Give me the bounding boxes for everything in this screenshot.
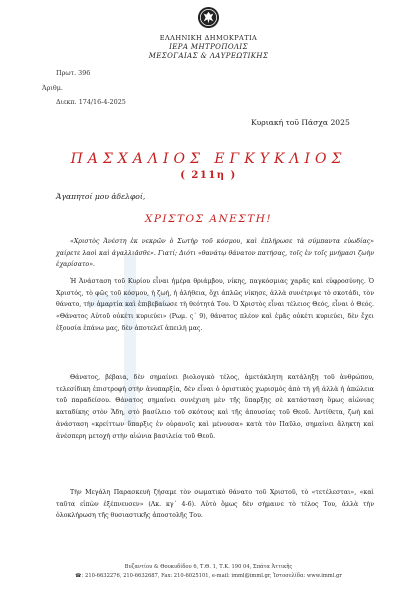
- footer-contact: ☎: 210-6632276, 210-6632687, Fax: 210-6025101, e-mail: imml@imml.gr, Ἱστοσελίδα: www.imml.gr: [75, 573, 342, 579]
- protocol-number: Πρωτ. 396: [56, 69, 91, 77]
- number-label: Άριθμ.: [42, 84, 63, 92]
- paragraph-death: Θάνατος, βέβαια, δὲν σημαίνει βιολογικὸ τέλος, ἀμετάκλητη κατάληξη τοῦ ἀνθρώπου, τελεσίδικη ἐπιστροφὴ στὴν ἀνυπαρξία, δὲν εἶναι ὁ ὁριστικὸς χωρισμὸς ἀπὸ τὴ γῆ ἀλλὰ ἡ ἀπώλεια τοῦ παραδείσου. Θάνατος σημαίνει συνέχιση μὲν τῆς ὕπαρξης σὲ κατάσταση ὅμως αἰώνιας καταδίκης στὸν Ἅδη, στὸ βασίλειο τοῦ σκότους καὶ τῆς ἀπουσίας τοῦ Θεοῦ. Ἀντίθετα, ζωὴ καὶ ἀνάσταση «κρείττων ὕπαρξις ἐν οὐρανοῖς καὶ μένουσα» κατὰ τὸν Παῦλο, σημαίνει ἄληκτη καὶ ἀνέσπερη μετοχὴ στὴν αἰώνια βασιλεία τοῦ Θεοῦ.: [56, 374, 374, 440]
- header-line-metropolis: ΙΕΡΑ ΜΗΤΡΟΠΟΛΙΣ: [169, 43, 248, 51]
- footer-address: Βυζαντίου & Θουκυδίδου 6, Τ.Θ. 1, Τ.Κ. 190 04, Σπάτα Ἀττικῆς: [124, 564, 293, 570]
- document-date: Κυριακή τοῦ Πάσχα 2025: [251, 118, 350, 127]
- church-crest-icon: [197, 6, 220, 29]
- section-heading: ΧΡΙΣΤΟΣ ΑΝΕΣΤΗ!: [144, 213, 273, 225]
- paragraph-resurrection: Ἡ Ἀνάσταση τοῦ Κυρίου εἶναι ἡμέρα θριάμβου, νίκης, παγκόσμιας χαρᾶς καὶ εὐφροσύνης. Ὁ Χριστός, τὸ φῶς τοῦ κόσμου, ἡ ζωή, ἡ ἀλήθεια, ὄχι ἁπλῶς νίκησε, ἀλλὰ συνέτριψε τὸ σκοτάδι, τὸν θάνατο, τὴν ἁμαρτία καὶ ἐπιβεβαίωσε τὴ θεότητά Του. Ὁ Χριστὸς εἶναι τέλειος Θεός, εἶναι ὁ Θεός. «Θάνατος Αὐτοῦ οὐκέτι κυριεύει» (Ρωμ. ς΄ 9), θάνατος πλέον καὶ ἐμᾶς οὐκέτι κυριεύει, δὲν ἔχει ἐξουσία ἐπάνω μας, δὲν ἀποτελεῖ ἀπειλή μας.: [56, 278, 374, 332]
- page-title: ΠΑΣΧΑΛΙΟΣ ΕΓΚΥΚΛΙΟΣ: [70, 151, 347, 167]
- paragraph-good-friday: Τὴν Μεγάλη Παρασκευὴ ζήσαμε τὸν σωματικὸ θάνατο τοῦ Χριστοῦ, τὸ «τετέλεσται», «καὶ ταῦτα εἰπὼν ἐξέπνευσεν» (Λκ. κγ΄ 4-6). Αὐτὸ ὅμως δὲν σήμαινε τὸ τέλος Του, ἀλλὰ τὴν ὁλοκλήρωση τῆς θυσιαστικῆς ἀποστολῆς Του.: [56, 489, 374, 520]
- greeting: Ἀγαπητοί μου ἀδελφοί,: [56, 192, 146, 201]
- paragraph-hymn: «Χριστὸς Ἀνέστη ἐκ νεκρῶν ὁ Σωτὴρ τοῦ κόσμου, καὶ ἐπλήρωσε τὰ σύμπαντα εὐωδίας» χαίρετε λαοὶ καὶ ἀγαλλιᾶσθε». Γιατί; Διότι «θανάτῳ θάνατον πατήσας, τοῖς ἐν τοῖς μνήμασι ζωὴν ἐχαρίσατο».: [56, 238, 374, 269]
- dispatch-number: Διεκπ. 174/16-4-2025: [56, 98, 126, 106]
- header-line-diocese: ΜΕΣΟΓΑΙΑΣ & ΛΑΥΡΕΩΤΙΚΗΣ: [148, 52, 269, 60]
- header-line-republic: ΕΛΛΗΝΙΚΗ ΔΗΜΟΚΡΑΤΙΑ: [159, 34, 258, 42]
- encyclical-number: ( 211η ): [180, 170, 237, 181]
